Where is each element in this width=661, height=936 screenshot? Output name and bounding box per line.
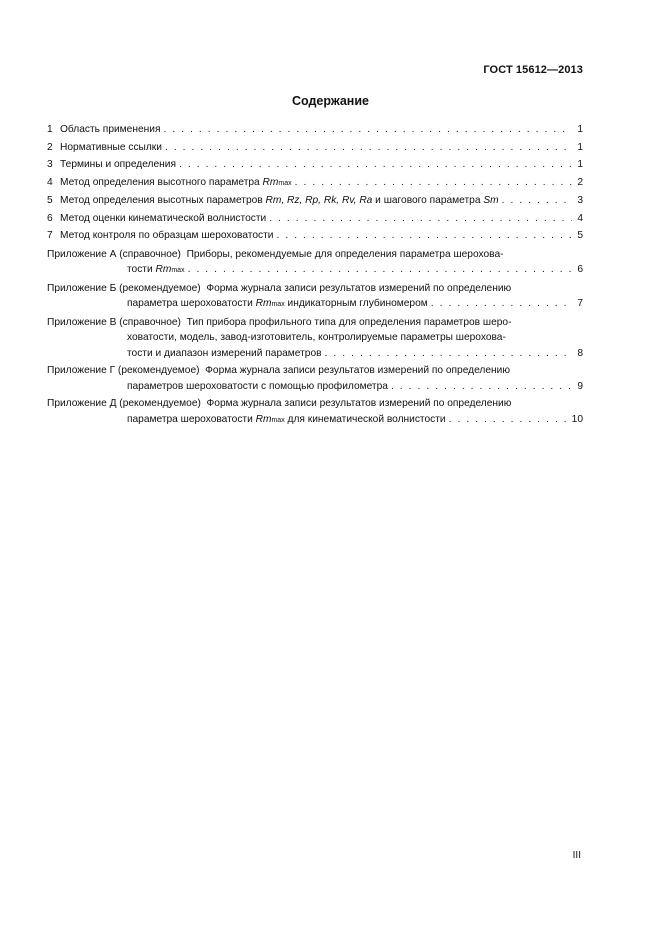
toc-number: 3 (47, 159, 53, 170)
toc-text: Нормативные ссылки (60, 141, 162, 153)
toc-number: 1 (47, 124, 53, 135)
annex-title: Приложение Б (рекомендуемое) Форма журнала записи результатов измерений по определению (47, 282, 512, 294)
dot-leader (449, 412, 569, 428)
annex-title-cont: тости и диапазон измерений параметров (127, 347, 322, 359)
dot-leader (188, 262, 572, 278)
annex-title-cont: параметра шероховатости (127, 413, 256, 425)
annex-entry[interactable] (47, 247, 583, 279)
toc-entry[interactable] (47, 210, 583, 228)
toc-page: 10 (571, 413, 583, 425)
dot-leader (391, 379, 572, 395)
toc-entry[interactable] (47, 156, 583, 174)
annex-title-mid: ховатости, модель, завод-изготовитель, контролируемые параметры шерохова- (127, 332, 506, 343)
param-subscript: max (171, 267, 185, 274)
toc-page: 2 (577, 176, 583, 188)
annex-title: Приложение В (справочное) Тип прибора профильного типа для определения параметров шеро- (47, 316, 512, 328)
annex-title-cont: тости (127, 264, 156, 275)
dot-leader (276, 227, 572, 245)
toc-number: 5 (47, 195, 53, 206)
toc-number: 2 (47, 141, 53, 153)
dot-leader (269, 210, 572, 228)
param-subscript: max (271, 301, 285, 308)
page-number: III (572, 850, 581, 861)
param-symbol: Rm (255, 413, 272, 425)
annex-title-cont: параметра шероховатости (127, 298, 256, 309)
param-subscript: max (271, 416, 285, 424)
dot-leader (325, 346, 572, 362)
toc-page: 4 (577, 212, 583, 224)
table-of-contents (47, 121, 583, 428)
toc-entry[interactable] (47, 139, 583, 157)
annex-title: Приложение А (справочное) Приборы, рекомендуемые для определения параметра шерохова- (47, 248, 504, 260)
toc-number: 6 (47, 212, 53, 224)
dot-leader (502, 192, 572, 210)
toc-text: Термины и определения (60, 159, 176, 170)
annex-entry[interactable] (47, 281, 583, 313)
document-code: ГОСТ 15612—2013 (483, 64, 583, 76)
dot-leader (179, 156, 572, 174)
toc-number: 4 (47, 176, 53, 188)
toc-page: 1 (577, 124, 583, 135)
toc-entry[interactable] (47, 192, 583, 210)
annex-entry[interactable] (47, 396, 583, 428)
param-subscript: max (278, 179, 292, 187)
toc-text: Метод оценки кинематической волнистости (60, 212, 267, 224)
annex-title: Приложение Г (рекомендуемое) Форма журнала записи результатов измерений по определению (47, 365, 510, 376)
param-symbol: Rm (262, 176, 279, 188)
toc-text: Метод определения высотного параметра (60, 176, 263, 188)
dot-leader (163, 121, 572, 139)
page-title: Содержание (291, 94, 369, 108)
toc-text: Область применения (60, 124, 161, 135)
toc-entry[interactable] (47, 227, 583, 245)
toc-number: 7 (47, 230, 53, 241)
annex-title-cont: параметров шероховатости с помощью профилометра (127, 380, 388, 392)
annex-entry[interactable] (47, 363, 583, 394)
toc-page: 8 (577, 347, 583, 359)
toc-page: 5 (577, 230, 583, 241)
annex-title-after: индикаторным глубиномером (284, 298, 428, 309)
toc-entry[interactable] (47, 121, 583, 139)
toc-text: Метод контроля по образцам шероховатости (60, 230, 274, 241)
toc-page: 1 (577, 141, 583, 153)
toc-page: 9 (577, 380, 583, 392)
param-symbol: Rm (255, 298, 272, 309)
toc-text: Метод определения высотных параметров (60, 195, 266, 206)
param-symbol: Sm (483, 195, 499, 206)
toc-page: 3 (577, 195, 583, 206)
param-list: Rm, Rz, Rp, Rk, Rv, Ra (265, 195, 373, 206)
annex-title-after: для кинематической волнистости (284, 413, 446, 425)
toc-entry[interactable] (47, 174, 583, 193)
toc-page: 1 (577, 159, 583, 170)
dot-leader (295, 174, 572, 192)
dot-leader (165, 139, 572, 157)
param-symbol: Rm (155, 264, 172, 275)
annex-entry[interactable] (47, 315, 583, 362)
annex-title: Приложение Д (рекомендуемое) Форма журнала записи результатов измерений по определению (47, 398, 512, 409)
toc-page: 6 (577, 264, 583, 275)
dot-leader (431, 296, 572, 312)
toc-text-cont: и шагового параметра (372, 195, 484, 206)
toc-page: 7 (577, 298, 583, 309)
